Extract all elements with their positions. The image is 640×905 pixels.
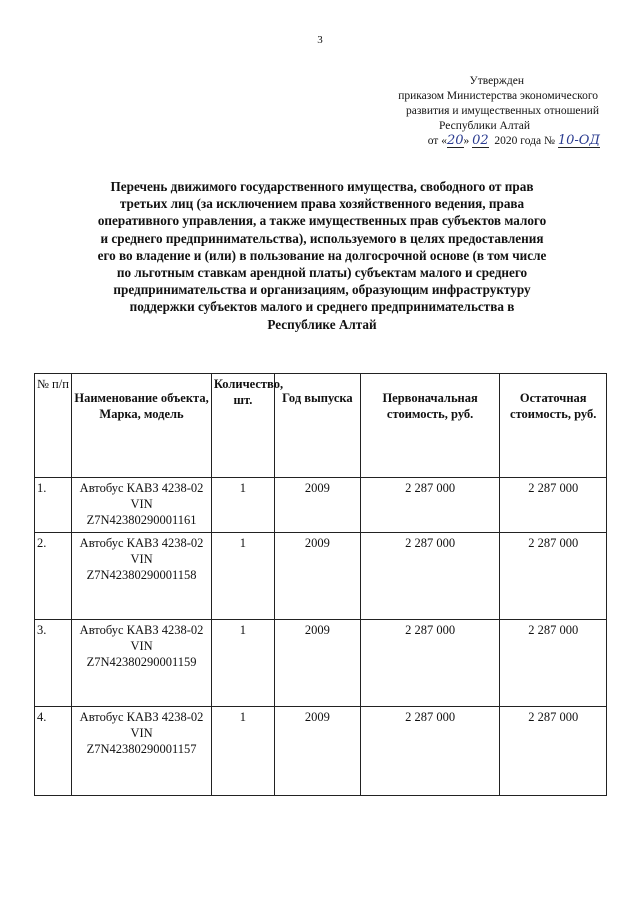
cell-name: Автобус КАВЗ 4238-02 VIN Z7N42380290001158: [72, 533, 212, 620]
cell-qty: 1: [211, 533, 274, 620]
cell-name: Автобус КАВЗ 4238-02 VIN Z7N42380290001157: [72, 707, 212, 796]
header-initial-cost: Первоначальная стоимость, руб.: [360, 374, 500, 478]
cell-num: 1.: [35, 478, 72, 533]
approval-line-1: Утвержден: [469, 75, 524, 87]
page-number: 3: [317, 34, 323, 46]
approval-line-3: развития и имущественных отношений: [406, 105, 599, 117]
table-row: [35, 533, 607, 620]
cell-initial-cost: 2 287 000: [360, 533, 500, 620]
cell-residual-cost: 2 287 000: [500, 707, 607, 796]
header-name: Наименование объекта, Марка, модель: [72, 374, 212, 478]
property-table: [34, 373, 607, 796]
table-row: [35, 620, 607, 707]
date-day: 20: [446, 133, 464, 148]
header-year: Год выпуска: [274, 374, 360, 478]
cell-qty: 1: [211, 478, 274, 533]
order-number: 10-ОД: [557, 133, 600, 148]
cell-qty: 1: [211, 707, 274, 796]
header-residual-cost: Остаточная стоимость, руб.: [500, 374, 607, 478]
cell-qty: 1: [211, 620, 274, 707]
cell-year: 2009: [274, 478, 360, 533]
date-month: 02: [472, 133, 489, 148]
approval-line-4: Республики Алтай: [438, 120, 530, 132]
cell-year: 2009: [274, 707, 360, 796]
cell-num: 3.: [35, 620, 72, 707]
cell-num: 4.: [35, 707, 72, 796]
document-title: Перечень движимого государственного имущества, свободного от прав третьих лиц (за исключением права хозяйственного ведения, права оперативного управления, а также имущественных прав субъектов малого и среднего предпринимательства), используемого в целях предоставления его во владение и (или) в пользование на долгосрочной основе (в том числе по льготным ставкам арендной платы) субъектам малого и среднего предпринимательства и организациям, образующим инфраструктуру поддержки субъектов малого и среднего предпринимательства в Республике Алтай: [97, 179, 547, 332]
approval-line-2: приказом Министерства экономического: [398, 90, 598, 102]
table-row: [35, 478, 607, 533]
date-prefix: от «: [427, 135, 447, 147]
cell-residual-cost: 2 287 000: [500, 478, 607, 533]
cell-name: Автобус КАВЗ 4238-02 VIN Z7N42380290001161: [72, 478, 212, 533]
cell-initial-cost: 2 287 000: [360, 620, 500, 707]
cell-residual-cost: 2 287 000: [500, 620, 607, 707]
header-qty: Количество, шт.: [211, 374, 274, 478]
approval-stamp: [330, 74, 600, 149]
cell-residual-cost: 2 287 000: [500, 533, 607, 620]
date-year: 2020 года №: [494, 135, 555, 147]
approval-date-line: [330, 134, 600, 149]
table-row: [35, 707, 607, 796]
cell-name: Автобус КАВЗ 4238-02 VIN Z7N42380290001159: [72, 620, 212, 707]
table-header-row: [35, 374, 607, 478]
cell-initial-cost: 2 287 000: [360, 707, 500, 796]
cell-year: 2009: [274, 620, 360, 707]
cell-year: 2009: [274, 533, 360, 620]
date-mid: »: [463, 135, 470, 147]
cell-num: 2.: [35, 533, 72, 620]
header-num: № п/п: [35, 374, 72, 478]
cell-initial-cost: 2 287 000: [360, 478, 500, 533]
